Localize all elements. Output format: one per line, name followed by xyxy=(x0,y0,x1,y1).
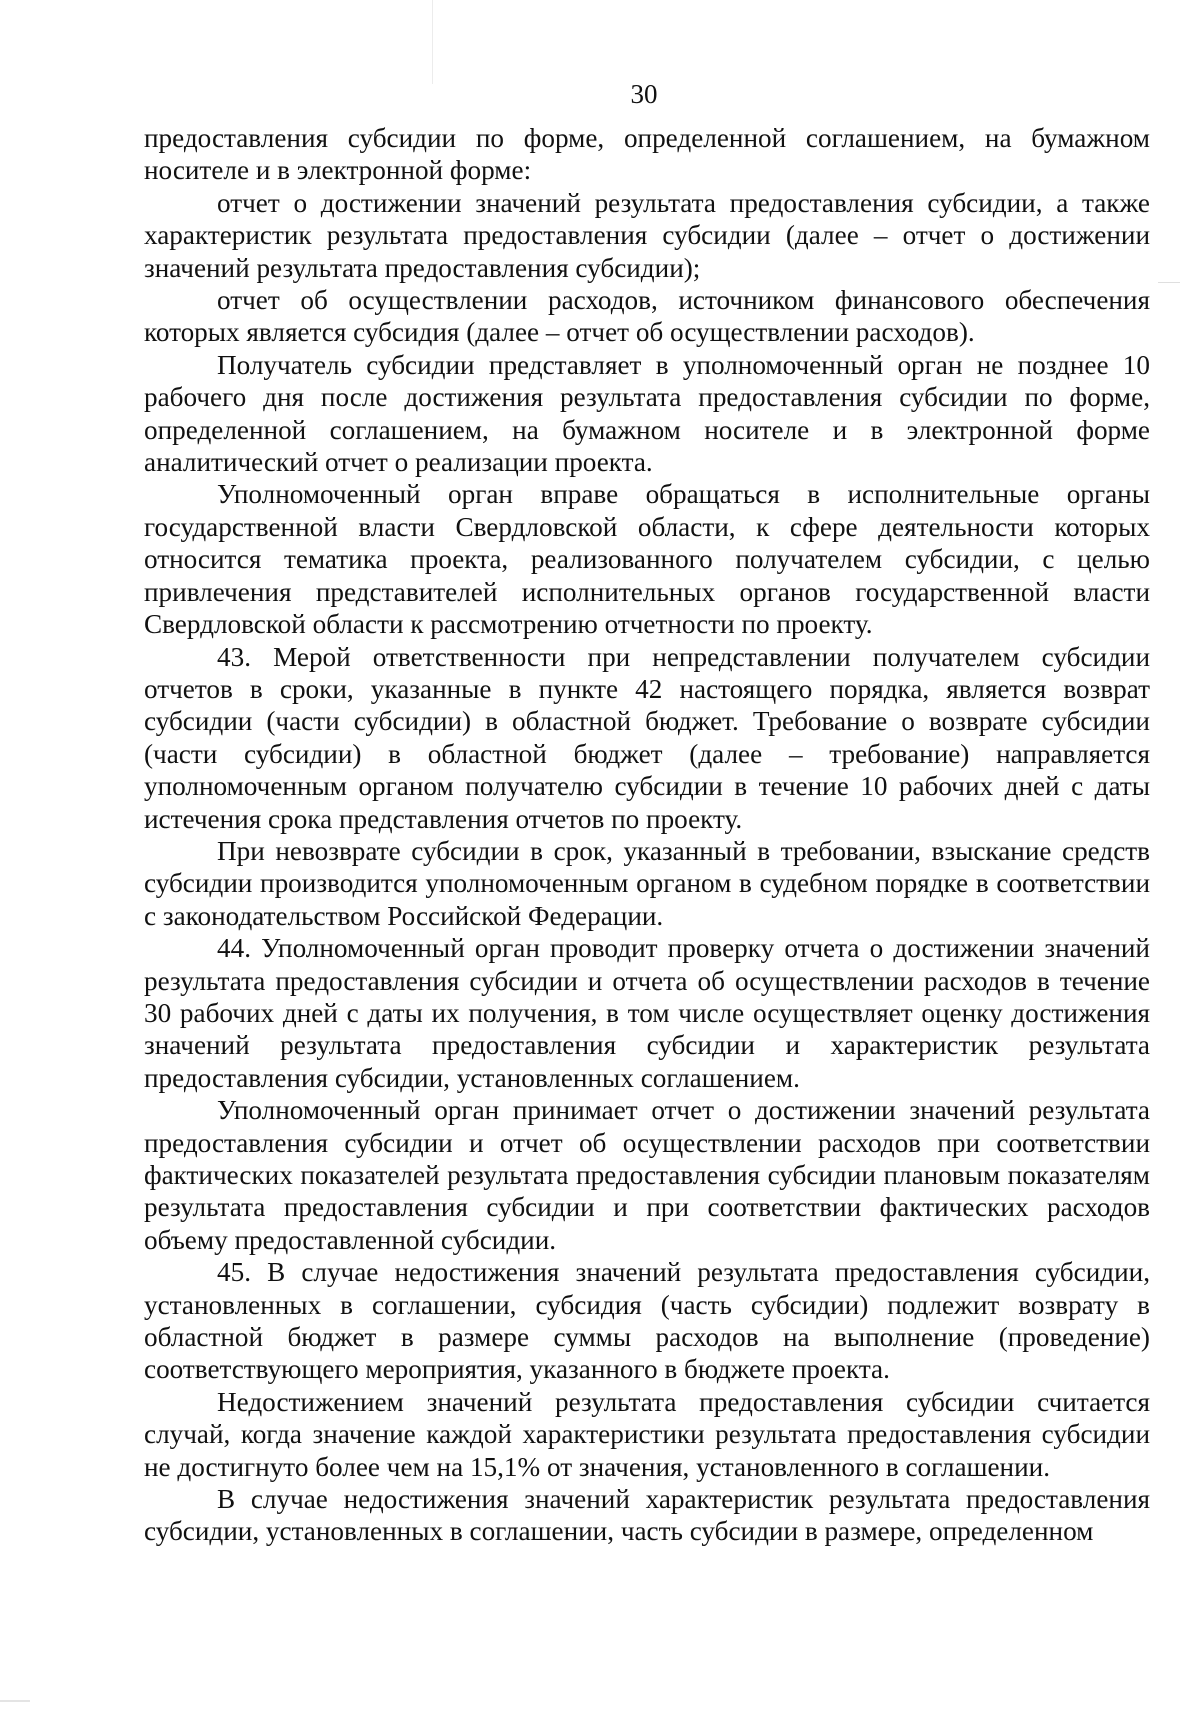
paragraph: Недостижением значений результата предоставления субсидии считается случай, когда значение каждой характеристики результата предоставления субсидии не достигнуто более чем на 15,1% от значения, установленного в соглашении. xyxy=(144,1386,1150,1482)
page-number: 30 xyxy=(630,79,658,109)
document-body xyxy=(144,122,1150,1548)
paragraph: При невозврате субсидии в срок, указанный в требовании, взыскание средств субсидии производится уполномоченным органом в судебном порядке в соответствии с законодательством Российской Федерации. xyxy=(144,835,1150,931)
paragraph: 44. Уполномоченный орган проводит проверку отчета о достижении значений результата предоставления субсидии и отчета об осуществлении расходов в течение 30 рабочих дней с даты их получения, в том числе осуществляет оценку достижения значений результата предоставления субсидии и характеристик результата предоставления субсидии, установленных соглашением. xyxy=(144,933,1150,1093)
scan-artifact-mark xyxy=(1158,282,1180,283)
paragraph: Уполномоченный орган принимает отчет о достижении значений результата предоставления субсидии и отчет об осуществлении расходов при соответствии фактических показателей результата предоставления субсидии плановым показателям результата предоставления субсидии и при соответствии фактических расходов объему предоставленной субсидии. xyxy=(144,1095,1150,1255)
paragraph: отчет об осуществлении расходов, источником финансового обеспечения которых является субсидия (далее – отчет об осуществлении расходов). xyxy=(144,285,1150,348)
paragraph: предоставления субсидии по форме, определенной соглашением, на бумажном носителе и в электронной форме: xyxy=(144,123,1150,186)
paragraph: 43. Мерой ответственности при непредставлении получателем субсидии отчетов в сроки, указанные в пункте 42 настоящего порядка, является возврат субсидии (части субсидии) в областной бюджет. Требование о возврате субсидии (части субсидии) в областной бюджет (далее – требование) направляется уполномоченным органом получателю субсидии в течение 10 рабочих дней с даты истечения срока представления отчетов по проекту. xyxy=(144,641,1150,834)
paragraph: В случае недостижения значений характеристик результата предоставления субсидии, установленных в соглашении, часть субсидии в размере, определенном xyxy=(144,1484,1150,1547)
paragraph: Получатель субсидии представляет в уполномоченный орган не позднее 10 рабочего дня после достижения результата предоставления субсидии по форме, определенной соглашением, на бумажном носителе и в электронной форме аналитический отчет о реализации проекта. xyxy=(144,349,1150,478)
paragraph: отчет о достижении значений результата предоставления субсидии, а также характеристик результата предоставления субсидии (далее – отчет о достижении значений результата предоставления субсидии); xyxy=(144,187,1150,283)
paragraph: Уполномоченный орган вправе обращаться в исполнительные органы государственной власти Свердловской области, к сфере деятельности которых относится тематика проекта, реализованного получателем субсидии, с целью привлечения представителей исполнительных органов государственной власти Свердловской области к рассмотрению отчетности по проекту. xyxy=(144,479,1150,640)
scan-artifact-mark xyxy=(0,1700,30,1702)
paragraph: 45. В случае недостижения значений результата предоставления субсидии, установленных в соглашении, субсидия (часть субсидии) подлежит возврату в областной бюджет в размере суммы расходов на выполнение (проведение) соответствующего мероприятия, указанного в бюджете проекта. xyxy=(144,1257,1150,1385)
scan-artifact-line xyxy=(432,0,433,84)
